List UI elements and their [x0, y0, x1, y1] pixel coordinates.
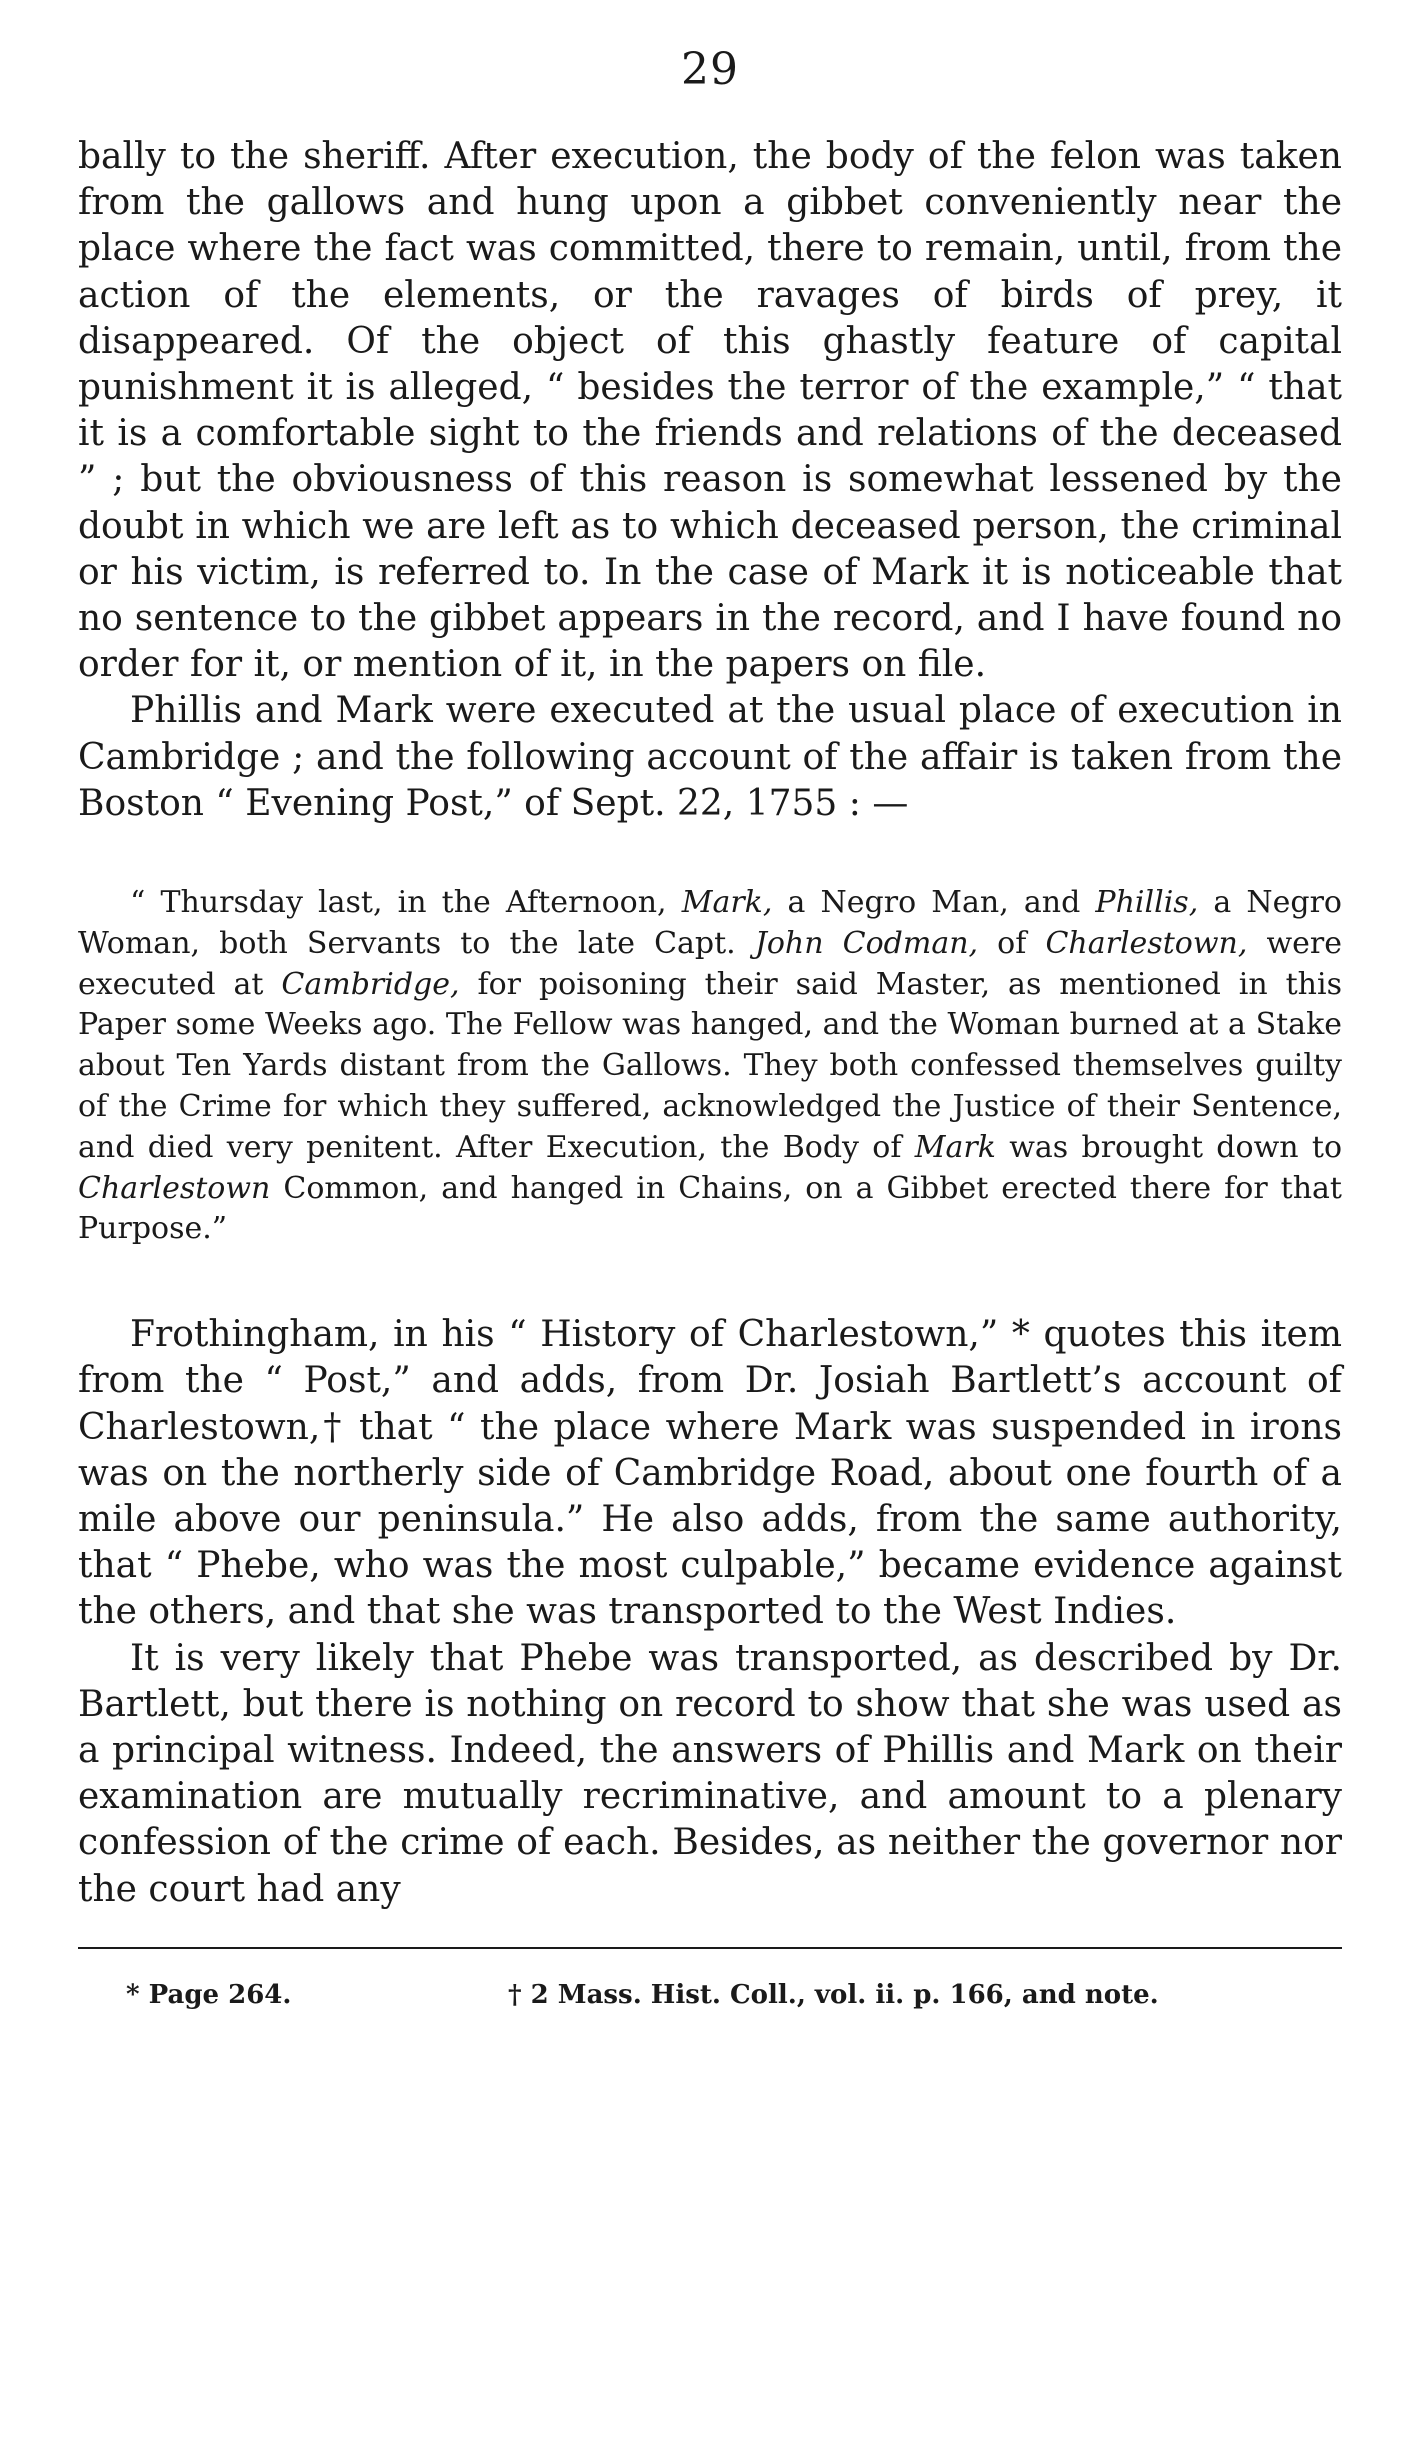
- quote-italic-name: Mark,: [681, 885, 773, 921]
- paragraph-execution: Phillis and Mark were executed at the usual place of execution in Cambridge ; and the following account of the affair is taken from the Boston “ Evening Post,” of Sept. 22, 1755 : —: [78, 690, 1342, 824]
- quote-segment: “ Thursday last, in the Afternoon,: [130, 885, 682, 921]
- body-text-continued: [78, 1312, 1342, 1913]
- quote-segment: Common, and hanged in Chains, on a Gibbet erected there for that Purpose.”: [78, 1170, 1342, 1247]
- quote-italic-name: John Codman,: [754, 925, 979, 961]
- quote-italic-place: Charlestown,: [1045, 925, 1248, 961]
- quote-segment: was brought down to: [995, 1129, 1343, 1165]
- quote-text: [78, 883, 1342, 1250]
- paragraph-frothingham: Frothingham, in his “ History of Charlestown,” * quotes this item from the “ Post,” and adds, from Dr. Josiah Bartlett’s account of Charlestown,† that “ the place where Mark was suspended in irons was on the northerly side of Cambridge Road, about one fourth of a mile above our peninsula.” He also adds, from the same authority, that “ Phebe, who was the most culpable,” became evidence against the others, and that she was transported to the West Indies.: [78, 1314, 1342, 1633]
- quote-segment: a Negro Woman, both Servants to the late Capt.: [78, 885, 1342, 961]
- quote-segment: for poisoning their said Master, as mentioned in this Paper some Weeks ago. The Fellow was hanged, and the Woman burned at a Stake about Ten Yards distant from the Gallows. They both confessed themselves guilty of the Crime for which they suffered, acknowledged the Justice of their Sentence, and died very penitent. After Execution, the Body of: [78, 966, 1342, 1165]
- quote-italic-place: Charlestown: [78, 1170, 271, 1206]
- body-text: [78, 134, 1342, 827]
- block-quote-evening-post: [78, 883, 1342, 1250]
- footnote-mass-hist-coll: † 2 Mass. Hist. Coll., vol. ii. p. 166, and note.: [508, 1979, 1159, 2010]
- page-number: 29: [681, 44, 739, 95]
- document-page: [78, 40, 1342, 2013]
- quote-segment: a Negro Man, and: [772, 885, 1096, 921]
- footnotes: [78, 1977, 1342, 2013]
- quote-segment: were executed at: [78, 925, 1342, 1002]
- paragraph-continued: bally to the sheriff. After execution, the body of the felon was taken from the gallows and hung upon a gibbet conveniently near the place where the fact was committed, there to remain, until, from the action of the elements, or the ravages of birds of prey, it disappeared. Of the object of this ghastly feature of capital punishment it is alleged, “ besides the terror of the example,” “ that it is a comfortable sight to the friends and relations of the deceased ” ; but the obviousness of this reason is somewhat lessened by the doubt in which we are left as to which deceased person, the criminal or his victim, is referred to. In the case of Mark it is noticeable that no sentence to the gibbet appears in the record, and I have found no order for it, or mention of it, in the papers on file.: [78, 136, 1342, 686]
- footnote-rule: [78, 1947, 1342, 1949]
- quote-italic-name: Mark: [914, 1129, 996, 1165]
- quote-italic-name: Phillis,: [1095, 885, 1199, 921]
- quote-segment: of: [978, 925, 1046, 961]
- paragraph-phebe: It is very likely that Phebe was transported, as described by Dr. Bartlett, but there is nothing on record to show that she was used as a principal witness. Indeed, the answers of Phillis and Mark on their examination are mutually recriminative, and amount to a plenary confession of the crime of each. Besides, as neither the governor nor the court had any: [78, 1637, 1342, 1910]
- footnote-page-ref: * Page 264.: [126, 1979, 292, 2010]
- quote-italic-place: Cambridge,: [281, 966, 460, 1002]
